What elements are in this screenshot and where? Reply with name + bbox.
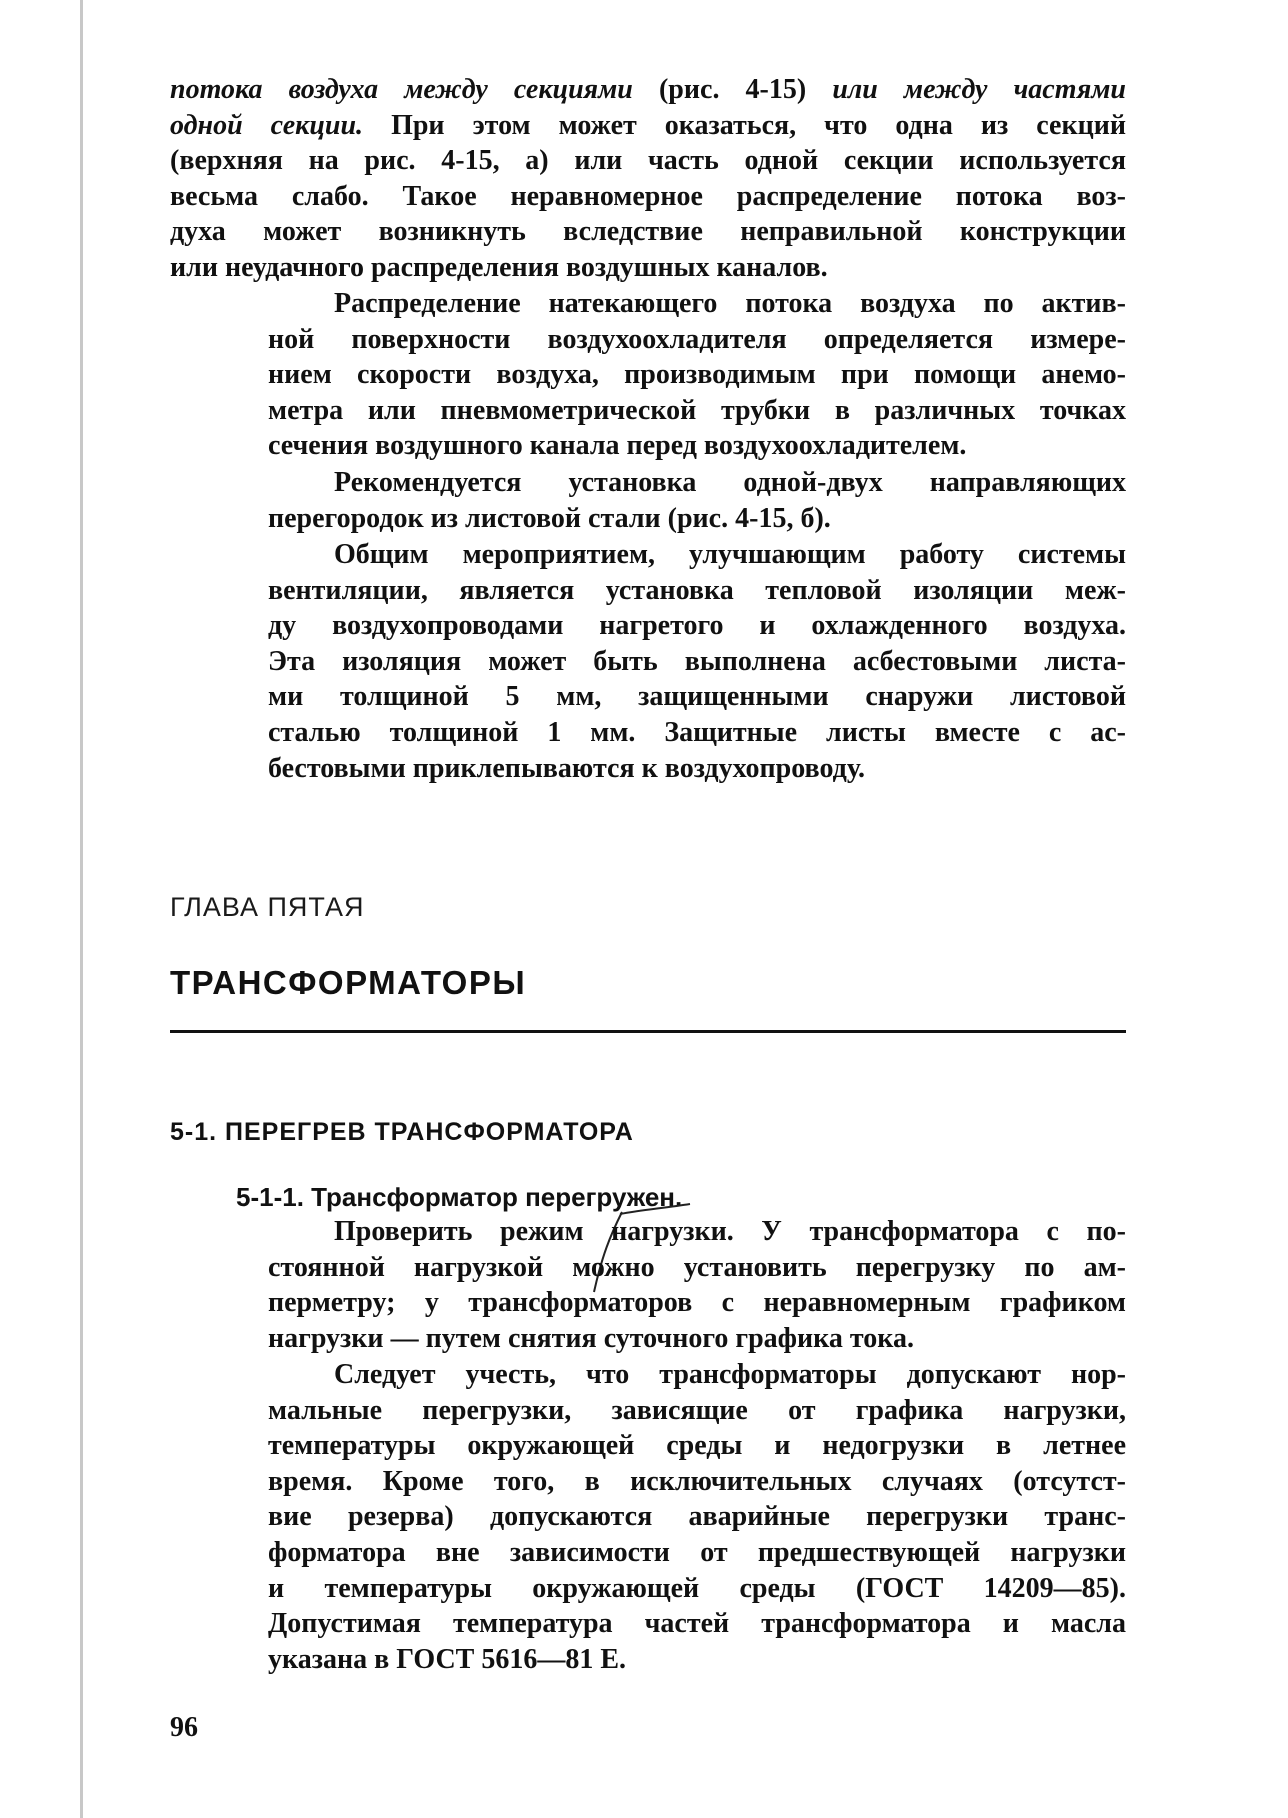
text-line: бестовыми приклепываются к воздухопроводу.: [268, 752, 866, 784]
text-line: Допустимая температура частей трансформатора и масла: [268, 1608, 1126, 1640]
chapter-divider: [170, 1030, 1126, 1033]
text-line: ной поверхности воздухоохладителя определяется измере-: [268, 323, 1126, 355]
text-fragment: (рис. 4-15): [632, 74, 833, 105]
text-line: Рекомендуется установка одной-двух направляющих: [334, 467, 1126, 498]
text-line: вентиляции, является установка тепловой изоляции меж-: [268, 574, 1126, 606]
chapter-title: ТРАНСФОРМАТОРЫ: [170, 964, 527, 1001]
text-line: нагрузки — путем снятия суточного графика тока.: [268, 1322, 914, 1354]
text-line: метра или пневмометрической трубки в различных точках: [268, 394, 1126, 426]
text-line: Проверить режим нагрузки. У трансформатора с по-: [334, 1216, 1126, 1247]
text-line: мальные перегрузки, зависящие от графика нагрузки,: [268, 1394, 1126, 1426]
text-fragment: При этом может оказаться, что одна из секций: [363, 109, 1126, 141]
italic-phrase: потока воздуха между секциями: [170, 74, 633, 105]
text-line: весьма слабо. Такое неравномерное распределение потока воз-: [170, 180, 1126, 212]
text-line: Общим мероприятием, улучшающим работу системы: [334, 539, 1126, 570]
text-line: сталью толщиной 1 мм. Защитные листы вместе с ас-: [268, 716, 1126, 748]
text-line: духа может возникнуть вследствие неправильной конструкции: [170, 216, 1126, 248]
text-line: температуры окружающей среды и недогрузки в летнее: [268, 1430, 1126, 1462]
text-line: форматора вне зависимости от предшествующей нагрузки: [268, 1536, 1126, 1568]
section-title: 5-1. ПЕРЕГРЕВ ТРАНСФОРМАТОРА: [170, 1118, 634, 1146]
text-line: перметру; у трансформаторов с неравномерным графиком: [268, 1287, 1126, 1319]
subsection-title: 5-1-1. Трансформатор перегружен.: [236, 1182, 683, 1212]
paragraph-thermal-insulation: [268, 537, 1126, 786]
text-line: ду воздухопроводами нагретого и охлажденного воздуха.: [268, 610, 1126, 642]
text-line: стоянной нагрузкой можно установить перегрузку по ам-: [268, 1251, 1126, 1283]
paragraph-load-check: [268, 1214, 1126, 1356]
paragraph-measurement: [268, 286, 1126, 464]
text-line: Распределение натекающего потока воздуха по актив-: [334, 288, 1126, 319]
text-line: Следует учесть, что трансформаторы допускают нор-: [334, 1359, 1126, 1390]
page-number: 96: [170, 1712, 198, 1743]
text-line: Эта изоляция может быть выполнена асбестовыми листа-: [268, 645, 1126, 677]
text-line: (верхняя на рис. 4-15, а) или часть одной секции используется: [170, 145, 1126, 177]
paragraph-recommendation: [268, 465, 1126, 536]
text-line: указана в ГОСТ 5616—81 Е.: [268, 1643, 627, 1675]
text-line: вие резерва) допускаются аварийные перегрузки транс-: [268, 1501, 1126, 1533]
text-line: сечения воздушного канала перед воздухоохладителем.: [268, 430, 967, 462]
chapter-label: ГЛАВА ПЯТАЯ: [170, 892, 365, 922]
italic-phrase: одной секции.: [170, 109, 364, 141]
text-line: ми толщиной 5 мм, защищенными снаружи листовой: [268, 681, 1126, 713]
text-line: или неудачного распределения воздушных каналов.: [170, 251, 828, 283]
text-line: нием скорости воздуха, производимым при помощи анемо-: [268, 359, 1126, 391]
italic-phrase: или между частями: [832, 74, 1126, 105]
text-line: время. Кроме того, в исключительных случаях (отсутст-: [268, 1465, 1126, 1497]
paragraph-overload-allowance: [268, 1357, 1126, 1677]
text-line: и температуры окружающей среды (ГОСТ 14209—85).: [268, 1572, 1126, 1604]
text-line: [170, 72, 1126, 108]
text-line: перегородок из листовой стали (рис. 4-15, б).: [268, 502, 831, 534]
text-line: [170, 108, 1126, 144]
paragraph-airflow-distribution: [170, 72, 1126, 286]
